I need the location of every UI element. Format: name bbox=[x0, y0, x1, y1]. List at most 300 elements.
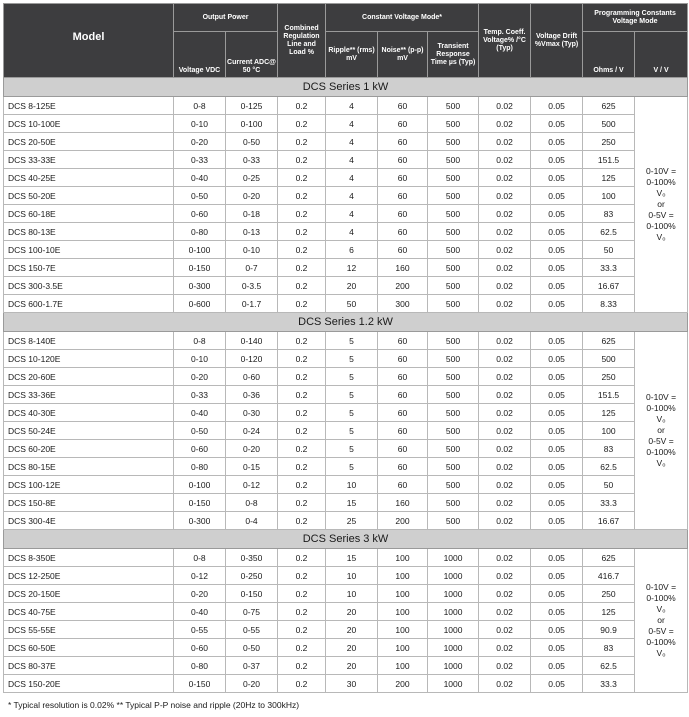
model-cell: DCS 60-18E bbox=[4, 205, 174, 223]
noise-cell: 100 bbox=[378, 639, 428, 657]
current-cell: 0-30 bbox=[226, 404, 278, 422]
voltage-cell: 0-600 bbox=[174, 295, 226, 313]
current-cell: 0-13 bbox=[226, 223, 278, 241]
current-cell: 0-125 bbox=[226, 97, 278, 115]
programming-constant-line: V₀ bbox=[656, 648, 666, 658]
voltage-cell: 0-150 bbox=[174, 494, 226, 512]
table-row bbox=[4, 350, 688, 368]
table-row bbox=[4, 241, 688, 259]
temp-coeff-cell: 0.02 bbox=[479, 512, 531, 530]
noise-cell: 60 bbox=[378, 404, 428, 422]
ripple-cell: 15 bbox=[326, 494, 378, 512]
noise-cell: 60 bbox=[378, 223, 428, 241]
model-cell: DCS 50-24E bbox=[4, 422, 174, 440]
table-row bbox=[4, 549, 688, 567]
transient-cell: 500 bbox=[428, 205, 479, 223]
drift-cell: 0.05 bbox=[531, 675, 583, 693]
regulation-cell: 0.2 bbox=[278, 567, 326, 585]
footnote: * Typical resolution is 0.02% ** Typical P-P noise and ripple (20Hz to 300kHz) bbox=[8, 700, 300, 710]
temp-coeff-cell: 0.02 bbox=[479, 675, 531, 693]
programming-constant-cell bbox=[635, 549, 688, 693]
ohms-cell: 100 bbox=[583, 187, 635, 205]
programming-constant-cell bbox=[635, 332, 688, 530]
programming-constant-line: V₀ bbox=[656, 458, 666, 468]
regulation-cell: 0.2 bbox=[278, 295, 326, 313]
ripple-cell: 15 bbox=[326, 549, 378, 567]
transient-cell: 500 bbox=[428, 476, 479, 494]
current-cell: 0-100 bbox=[226, 115, 278, 133]
model-cell: DCS 300-4E bbox=[4, 512, 174, 530]
model-cell: DCS 80-15E bbox=[4, 458, 174, 476]
regulation-cell: 0.2 bbox=[278, 621, 326, 639]
ripple-cell: 4 bbox=[326, 169, 378, 187]
voltage-cell: 0-60 bbox=[174, 639, 226, 657]
ohms-cell: 16.67 bbox=[583, 512, 635, 530]
temp-coeff-cell: 0.02 bbox=[479, 169, 531, 187]
programming-constant-line: or bbox=[657, 425, 665, 435]
regulation-cell: 0.2 bbox=[278, 603, 326, 621]
drift-cell: 0.05 bbox=[531, 512, 583, 530]
table-row bbox=[4, 567, 688, 585]
ohms-cell: 50 bbox=[583, 476, 635, 494]
drift-cell: 0.05 bbox=[531, 241, 583, 259]
drift-cell: 0.05 bbox=[531, 97, 583, 115]
regulation-cell: 0.2 bbox=[278, 404, 326, 422]
voltage-cell: 0-10 bbox=[174, 115, 226, 133]
ohms-cell: 62.5 bbox=[583, 458, 635, 476]
transient-cell: 1000 bbox=[428, 567, 479, 585]
transient-cell: 500 bbox=[428, 241, 479, 259]
ripple-header: Ripple** (rms) mV bbox=[326, 32, 378, 78]
drift-cell: 0.05 bbox=[531, 458, 583, 476]
programming-constant-cell bbox=[635, 97, 688, 313]
voltage-cell: 0-300 bbox=[174, 512, 226, 530]
model-cell: DCS 8-350E bbox=[4, 549, 174, 567]
temp-coeff-cell: 0.02 bbox=[479, 567, 531, 585]
ohms-cell: 151.5 bbox=[583, 151, 635, 169]
noise-cell: 200 bbox=[378, 512, 428, 530]
transient-cell: 500 bbox=[428, 512, 479, 530]
regulation-cell: 0.2 bbox=[278, 675, 326, 693]
temp-coeff-cell: 0.02 bbox=[479, 350, 531, 368]
ohms-cell: 500 bbox=[583, 350, 635, 368]
drift-cell: 0.05 bbox=[531, 549, 583, 567]
ohms-cell: 8.33 bbox=[583, 295, 635, 313]
ohms-cell: 125 bbox=[583, 404, 635, 422]
noise-cell: 200 bbox=[378, 675, 428, 693]
voltage-cell: 0-20 bbox=[174, 368, 226, 386]
temp-coeff-cell: 0.02 bbox=[479, 621, 531, 639]
noise-cell: 60 bbox=[378, 241, 428, 259]
table-body bbox=[4, 78, 688, 693]
ripple-cell: 12 bbox=[326, 259, 378, 277]
model-cell: DCS 8-125E bbox=[4, 97, 174, 115]
noise-cell: 200 bbox=[378, 277, 428, 295]
output-power-header: Output Power bbox=[174, 4, 278, 32]
table-row bbox=[4, 368, 688, 386]
regulation-cell: 0.2 bbox=[278, 277, 326, 295]
model-cell: DCS 40-75E bbox=[4, 603, 174, 621]
ohms-cell: 125 bbox=[583, 169, 635, 187]
ripple-cell: 5 bbox=[326, 368, 378, 386]
table-row bbox=[4, 639, 688, 657]
voltage-cell: 0-8 bbox=[174, 332, 226, 350]
transient-cell: 500 bbox=[428, 187, 479, 205]
table-row bbox=[4, 169, 688, 187]
voltage-cell: 0-100 bbox=[174, 241, 226, 259]
temp-coeff-cell: 0.02 bbox=[479, 603, 531, 621]
regulation-cell: 0.2 bbox=[278, 332, 326, 350]
table-row bbox=[4, 386, 688, 404]
transient-cell: 1000 bbox=[428, 675, 479, 693]
transient-cell: 500 bbox=[428, 97, 479, 115]
ripple-cell: 50 bbox=[326, 295, 378, 313]
ripple-cell: 5 bbox=[326, 458, 378, 476]
regulation-cell: 0.2 bbox=[278, 440, 326, 458]
series-header-row bbox=[4, 78, 688, 97]
noise-cell: 60 bbox=[378, 187, 428, 205]
table-row bbox=[4, 512, 688, 530]
ripple-cell: 25 bbox=[326, 512, 378, 530]
noise-cell: 60 bbox=[378, 386, 428, 404]
voltage-cell: 0-33 bbox=[174, 151, 226, 169]
programming-constant-line: 0-10V = bbox=[646, 166, 677, 176]
spec-table-wrapper bbox=[3, 3, 687, 693]
model-header: Model bbox=[4, 4, 174, 78]
series-title: DCS Series 1.2 kW bbox=[4, 313, 688, 332]
current-cell: 0-250 bbox=[226, 567, 278, 585]
transient-cell: 500 bbox=[428, 458, 479, 476]
ohms-cell: 250 bbox=[583, 133, 635, 151]
temp-coeff-cell: 0.02 bbox=[479, 332, 531, 350]
noise-cell: 160 bbox=[378, 259, 428, 277]
voltage-cell: 0-40 bbox=[174, 404, 226, 422]
table-row bbox=[4, 151, 688, 169]
ripple-cell: 10 bbox=[326, 476, 378, 494]
drift-cell: 0.05 bbox=[531, 621, 583, 639]
voltage-cell: 0-80 bbox=[174, 657, 226, 675]
drift-cell: 0.05 bbox=[531, 386, 583, 404]
ohms-cell: 625 bbox=[583, 332, 635, 350]
model-cell: DCS 33-36E bbox=[4, 386, 174, 404]
ohms-per-volt-header: Ohms / V bbox=[583, 32, 635, 78]
ripple-cell: 5 bbox=[326, 332, 378, 350]
temp-coeff-cell: 0.02 bbox=[479, 187, 531, 205]
ripple-cell: 20 bbox=[326, 277, 378, 295]
regulation-cell: 0.2 bbox=[278, 639, 326, 657]
table-row bbox=[4, 205, 688, 223]
series-header-row bbox=[4, 530, 688, 549]
programming-constant-line: 0-10V = bbox=[646, 392, 677, 402]
drift-cell: 0.05 bbox=[531, 585, 583, 603]
noise-cell: 60 bbox=[378, 205, 428, 223]
ripple-cell: 20 bbox=[326, 657, 378, 675]
transient-cell: 1000 bbox=[428, 549, 479, 567]
model-cell: DCS 60-20E bbox=[4, 440, 174, 458]
model-cell: DCS 12-250E bbox=[4, 567, 174, 585]
transient-cell: 500 bbox=[428, 133, 479, 151]
model-cell: DCS 50-20E bbox=[4, 187, 174, 205]
noise-cell: 100 bbox=[378, 657, 428, 675]
table-row bbox=[4, 115, 688, 133]
drift-cell: 0.05 bbox=[531, 332, 583, 350]
model-cell: DCS 300-3.5E bbox=[4, 277, 174, 295]
transient-cell: 500 bbox=[428, 386, 479, 404]
ripple-cell: 6 bbox=[326, 241, 378, 259]
temp-coeff-cell: 0.02 bbox=[479, 476, 531, 494]
current-cell: 0-36 bbox=[226, 386, 278, 404]
table-row bbox=[4, 458, 688, 476]
voltage-cell: 0-55 bbox=[174, 621, 226, 639]
regulation-cell: 0.2 bbox=[278, 223, 326, 241]
drift-cell: 0.05 bbox=[531, 223, 583, 241]
programming-constant-line: 0-100% bbox=[646, 403, 676, 413]
ripple-cell: 5 bbox=[326, 350, 378, 368]
regulation-cell: 0.2 bbox=[278, 169, 326, 187]
programming-constant-line: V₀ bbox=[656, 414, 666, 424]
regulation-cell: 0.2 bbox=[278, 97, 326, 115]
model-cell: DCS 55-55E bbox=[4, 621, 174, 639]
drift-cell: 0.05 bbox=[531, 494, 583, 512]
constant-voltage-mode-header: Constant Voltage Mode* bbox=[326, 4, 479, 32]
current-header: Current ADC@ 50 °C bbox=[226, 32, 278, 78]
voltage-header: Voltage VDC bbox=[174, 32, 226, 78]
transient-cell: 500 bbox=[428, 223, 479, 241]
drift-cell: 0.05 bbox=[531, 350, 583, 368]
noise-cell: 60 bbox=[378, 169, 428, 187]
noise-cell: 60 bbox=[378, 151, 428, 169]
voltage-cell: 0-40 bbox=[174, 603, 226, 621]
ohms-cell: 100 bbox=[583, 422, 635, 440]
current-cell: 0-8 bbox=[226, 494, 278, 512]
ohms-cell: 90.9 bbox=[583, 621, 635, 639]
table-row bbox=[4, 440, 688, 458]
temp-coeff-cell: 0.02 bbox=[479, 494, 531, 512]
voltage-cell: 0-60 bbox=[174, 440, 226, 458]
ripple-cell: 20 bbox=[326, 603, 378, 621]
transient-cell: 500 bbox=[428, 404, 479, 422]
ohms-cell: 500 bbox=[583, 115, 635, 133]
model-cell: DCS 80-37E bbox=[4, 657, 174, 675]
voltage-cell: 0-60 bbox=[174, 205, 226, 223]
ripple-cell: 4 bbox=[326, 133, 378, 151]
ohms-cell: 625 bbox=[583, 97, 635, 115]
ohms-cell: 625 bbox=[583, 549, 635, 567]
model-cell: DCS 20-150E bbox=[4, 585, 174, 603]
ripple-cell: 4 bbox=[326, 151, 378, 169]
noise-cell: 60 bbox=[378, 422, 428, 440]
regulation-cell: 0.2 bbox=[278, 458, 326, 476]
transient-cell: 1000 bbox=[428, 603, 479, 621]
voltage-cell: 0-20 bbox=[174, 133, 226, 151]
table-row bbox=[4, 259, 688, 277]
voltage-cell: 0-80 bbox=[174, 458, 226, 476]
current-cell: 0-37 bbox=[226, 657, 278, 675]
voltage-cell: 0-150 bbox=[174, 675, 226, 693]
ohms-cell: 62.5 bbox=[583, 223, 635, 241]
transient-cell: 1000 bbox=[428, 639, 479, 657]
noise-cell: 60 bbox=[378, 97, 428, 115]
noise-cell: 100 bbox=[378, 549, 428, 567]
noise-cell: 100 bbox=[378, 621, 428, 639]
table-row bbox=[4, 404, 688, 422]
drift-cell: 0.05 bbox=[531, 151, 583, 169]
transient-cell: 500 bbox=[428, 151, 479, 169]
table-row bbox=[4, 223, 688, 241]
voltage-cell: 0-10 bbox=[174, 350, 226, 368]
table-row bbox=[4, 422, 688, 440]
ohms-cell: 416.7 bbox=[583, 567, 635, 585]
ripple-cell: 4 bbox=[326, 223, 378, 241]
ohms-cell: 250 bbox=[583, 368, 635, 386]
noise-cell: 60 bbox=[378, 133, 428, 151]
programming-constant-line: 0-100% bbox=[646, 593, 676, 603]
table-row bbox=[4, 187, 688, 205]
voltage-cell: 0-8 bbox=[174, 549, 226, 567]
current-cell: 0-24 bbox=[226, 422, 278, 440]
regulation-cell: 0.2 bbox=[278, 585, 326, 603]
temp-coeff-cell: 0.02 bbox=[479, 133, 531, 151]
ripple-cell: 4 bbox=[326, 97, 378, 115]
current-cell: 0-12 bbox=[226, 476, 278, 494]
programming-constant-line: 0-100% bbox=[646, 221, 676, 231]
programming-constant-line: 0-100% bbox=[646, 637, 676, 647]
transient-cell: 500 bbox=[428, 169, 479, 187]
series-header-row bbox=[4, 313, 688, 332]
model-cell: DCS 40-30E bbox=[4, 404, 174, 422]
spec-table bbox=[3, 3, 688, 693]
regulation-cell: 0.2 bbox=[278, 205, 326, 223]
ohms-cell: 33.3 bbox=[583, 494, 635, 512]
drift-cell: 0.05 bbox=[531, 422, 583, 440]
noise-cell: 60 bbox=[378, 350, 428, 368]
ohms-cell: 83 bbox=[583, 440, 635, 458]
regulation-cell: 0.2 bbox=[278, 350, 326, 368]
current-cell: 0-33 bbox=[226, 151, 278, 169]
programming-constant-line: 0-5V = bbox=[648, 210, 674, 220]
drift-cell: 0.05 bbox=[531, 440, 583, 458]
model-cell: DCS 150-7E bbox=[4, 259, 174, 277]
drift-cell: 0.05 bbox=[531, 295, 583, 313]
model-cell: DCS 40-25E bbox=[4, 169, 174, 187]
ripple-cell: 5 bbox=[326, 440, 378, 458]
programming-constant-line: 0-100% bbox=[646, 177, 676, 187]
voltage-cell: 0-300 bbox=[174, 277, 226, 295]
table-row bbox=[4, 603, 688, 621]
voltage-cell: 0-100 bbox=[174, 476, 226, 494]
noise-cell: 160 bbox=[378, 494, 428, 512]
noise-cell: 60 bbox=[378, 440, 428, 458]
drift-cell: 0.05 bbox=[531, 187, 583, 205]
ohms-cell: 62.5 bbox=[583, 657, 635, 675]
table-row bbox=[4, 657, 688, 675]
ohms-cell: 83 bbox=[583, 639, 635, 657]
regulation-cell: 0.2 bbox=[278, 476, 326, 494]
temp-coeff-cell: 0.02 bbox=[479, 657, 531, 675]
temp-coeff-cell: 0.02 bbox=[479, 368, 531, 386]
current-cell: 0-50 bbox=[226, 639, 278, 657]
temp-coeff-cell: 0.02 bbox=[479, 639, 531, 657]
table-row bbox=[4, 97, 688, 115]
voltage-cell: 0-80 bbox=[174, 223, 226, 241]
drift-cell: 0.05 bbox=[531, 603, 583, 621]
table-row bbox=[4, 295, 688, 313]
model-cell: DCS 100-12E bbox=[4, 476, 174, 494]
current-cell: 0-25 bbox=[226, 169, 278, 187]
drift-cell: 0.05 bbox=[531, 639, 583, 657]
temp-coeff-cell: 0.02 bbox=[479, 440, 531, 458]
programming-constant-line: 0-5V = bbox=[648, 436, 674, 446]
current-cell: 0-60 bbox=[226, 368, 278, 386]
ohms-cell: 50 bbox=[583, 241, 635, 259]
ripple-cell: 4 bbox=[326, 187, 378, 205]
current-cell: 0-7 bbox=[226, 259, 278, 277]
current-cell: 0-10 bbox=[226, 241, 278, 259]
model-cell: DCS 100-10E bbox=[4, 241, 174, 259]
drift-cell: 0.05 bbox=[531, 368, 583, 386]
programming-constant-line: V₀ bbox=[656, 232, 666, 242]
table-row bbox=[4, 133, 688, 151]
regulation-cell: 0.2 bbox=[278, 512, 326, 530]
programming-constant-line: 0-5V = bbox=[648, 626, 674, 636]
ohms-cell: 250 bbox=[583, 585, 635, 603]
table-row bbox=[4, 332, 688, 350]
regulation-cell: 0.2 bbox=[278, 115, 326, 133]
model-cell: DCS 150-8E bbox=[4, 494, 174, 512]
ripple-cell: 4 bbox=[326, 205, 378, 223]
regulation-cell: 0.2 bbox=[278, 368, 326, 386]
drift-cell: 0.05 bbox=[531, 404, 583, 422]
ohms-cell: 33.3 bbox=[583, 675, 635, 693]
ripple-cell: 5 bbox=[326, 386, 378, 404]
ripple-cell: 4 bbox=[326, 115, 378, 133]
transient-cell: 500 bbox=[428, 350, 479, 368]
temp-coeff-cell: 0.02 bbox=[479, 151, 531, 169]
table-row bbox=[4, 476, 688, 494]
programming-constant-line: 0-100% bbox=[646, 447, 676, 457]
transient-cell: 500 bbox=[428, 295, 479, 313]
combined-regulation-header: Combined Regulation Line and Load % bbox=[278, 4, 326, 78]
temp-coeff-cell: 0.02 bbox=[479, 585, 531, 603]
table-row bbox=[4, 494, 688, 512]
transient-cell: 500 bbox=[428, 440, 479, 458]
series-title: DCS Series 1 kW bbox=[4, 78, 688, 97]
ohms-cell: 16.67 bbox=[583, 277, 635, 295]
regulation-cell: 0.2 bbox=[278, 494, 326, 512]
temp-coeff-cell: 0.02 bbox=[479, 115, 531, 133]
noise-cell: 60 bbox=[378, 368, 428, 386]
current-cell: 0-20 bbox=[226, 440, 278, 458]
current-cell: 0-20 bbox=[226, 675, 278, 693]
noise-cell: 100 bbox=[378, 567, 428, 585]
current-cell: 0-350 bbox=[226, 549, 278, 567]
temp-coeff-cell: 0.02 bbox=[479, 223, 531, 241]
transient-cell: 1000 bbox=[428, 585, 479, 603]
temp-coeff-cell: 0.02 bbox=[479, 295, 531, 313]
ohms-cell: 151.5 bbox=[583, 386, 635, 404]
drift-cell: 0.05 bbox=[531, 133, 583, 151]
ohms-cell: 33.3 bbox=[583, 259, 635, 277]
model-cell: DCS 8-140E bbox=[4, 332, 174, 350]
voltage-cell: 0-150 bbox=[174, 259, 226, 277]
temp-coeff-cell: 0.02 bbox=[479, 386, 531, 404]
model-cell: DCS 80-13E bbox=[4, 223, 174, 241]
drift-cell: 0.05 bbox=[531, 259, 583, 277]
current-cell: 0-3.5 bbox=[226, 277, 278, 295]
drift-cell: 0.05 bbox=[531, 476, 583, 494]
ripple-cell: 30 bbox=[326, 675, 378, 693]
programming-constant-line: 0-10V = bbox=[646, 582, 677, 592]
